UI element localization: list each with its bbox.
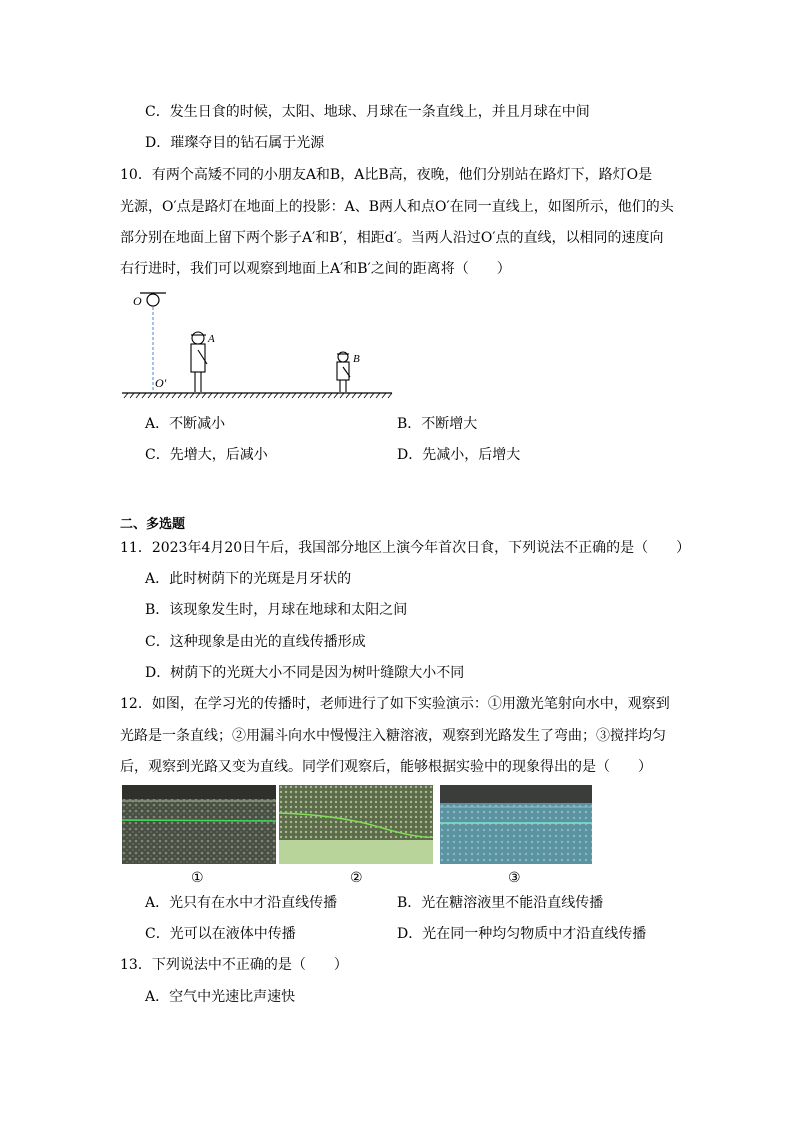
q10-option-d: D．先减小，后增大 <box>397 447 521 463</box>
q12-stem-line-1: 12．如图，在学习光的传播时，老师进行了如下实验演示：①用激光笔射向水中，观察到 <box>120 696 670 712</box>
photo-label-2: ② <box>350 870 363 886</box>
q10-stem-line-4: 右行进时，我们可以观察到地面上A′和B′之间的距离将（ ） <box>120 261 511 277</box>
person-a-icon <box>191 332 207 392</box>
q11-option-c: C．这种现象是由光的直线传播形成 <box>145 634 366 650</box>
q11-option-b: B．该现象发生时，月球在地球和太阳之间 <box>145 602 408 618</box>
q12-option-b: B．光在糖溶液里不能沿直线传播 <box>397 895 604 911</box>
q11-option-d: D．树荫下的光斑大小不同是因为树叶缝隙大小不同 <box>145 665 465 681</box>
q12-option-a: A．光只有在水中才沿直线传播 <box>145 895 338 911</box>
person-b-icon <box>337 352 350 392</box>
person-b-label: B <box>353 353 360 365</box>
q9-option-c: C．发生日食的时候，太阳、地球、月球在一条直线上，并且月球在中间 <box>145 104 590 120</box>
experiment-photo-3 <box>440 785 594 864</box>
streetlight-diagram <box>118 288 398 403</box>
q10-stem-line-3: 部分别在地面上留下两个影子A′和B′，相距d′。当两人沿过O′点的直线，以相同的速度向 <box>120 230 664 246</box>
lamp-icon <box>147 294 159 306</box>
q12-option-d: D．光在同一种均匀物质中才沿直线传播 <box>397 926 647 942</box>
q9-option-d: D．璀璨夺目的钻石属于光源 <box>145 135 325 151</box>
experiment-photo-1 <box>122 785 276 864</box>
q12-option-c: C．光可以在液体中传播 <box>145 926 296 942</box>
person-a-label: A <box>208 333 215 345</box>
photo-label-3: ③ <box>508 870 521 886</box>
q10-option-c: C．先增大，后减小 <box>145 447 268 463</box>
photo-label-1: ① <box>191 870 204 886</box>
q10-option-b: B．不断增大 <box>397 416 478 432</box>
q13-stem: 13．下列说法中不正确的是（ ） <box>120 957 348 973</box>
q11-option-a: A．此时树荫下的光斑是月牙状的 <box>145 571 352 587</box>
q10-option-a: A．不断减小 <box>145 416 226 432</box>
q10-stem-line-1: 10．有两个高矮不同的小朋友A和B，A比B高，夜晚，他们分别站在路灯下，路灯O是 <box>120 167 653 183</box>
q10-stem-line-2: 光源，O′点是路灯在地面上的投影：A、B两人和点O′在同一直线上，如图所示，他们的头 <box>120 199 674 215</box>
lamp-label: O <box>133 294 142 308</box>
experiment-photo-2 <box>279 785 433 864</box>
q12-stem-line-2: 光路是一条直线；②用漏斗向水中慢慢注入糖溶液，观察到光路发生了弯曲；③搅拌均匀 <box>120 728 666 744</box>
projection-label: O′ <box>155 376 167 390</box>
q13-option-a: A．空气中光速比声速快 <box>145 989 296 1005</box>
q12-stem-line-3: 后，观察到光路又变为直线。同学们观察后，能够根据实验中的现象得出的是（ ） <box>120 759 652 775</box>
q11-stem: 11．2023年4月20日午后，我国部分地区上演今年首次日食，下列说法不正确的是（ ） <box>120 540 691 556</box>
section-title: 二、多选题 <box>120 517 186 532</box>
